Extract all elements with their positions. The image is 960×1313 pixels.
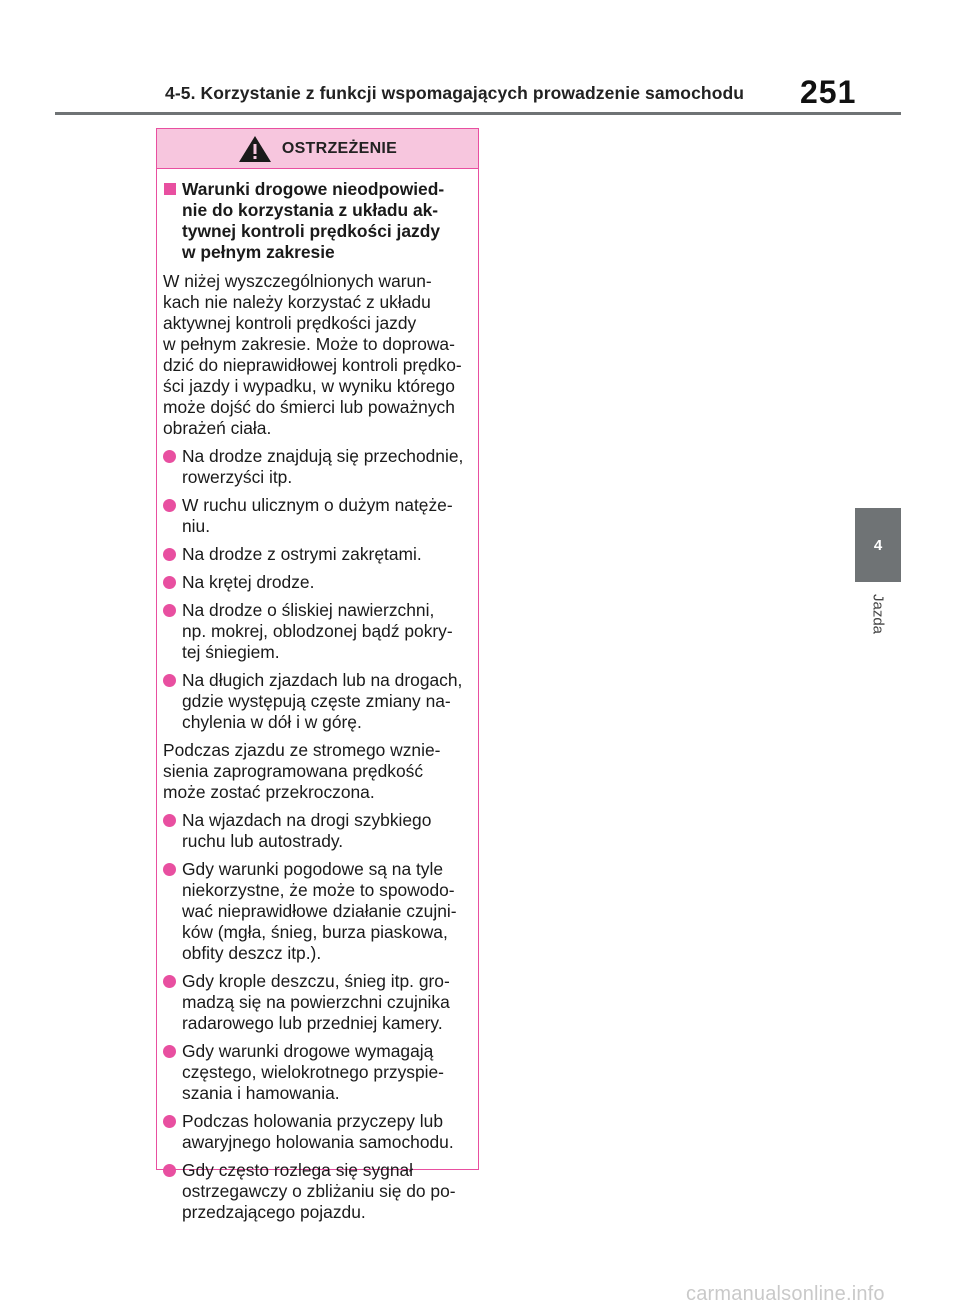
bullet-line: wać nieprawidłowe działanie czujni- <box>182 901 457 921</box>
bullet-item <box>163 572 472 593</box>
paragraph-line: może zostać przekroczona. <box>163 782 375 802</box>
bullet-line: Gdy krople deszczu, śnieg itp. gro- <box>182 971 450 991</box>
bullet-line: Gdy warunki pogodowe są na tyle <box>182 859 444 879</box>
bullet-item <box>163 495 472 537</box>
circle-bullet-icon <box>163 674 176 687</box>
paragraph-line: dzić do nieprawidłowej kontroli prędko- <box>163 355 462 375</box>
bullet-line: obfity deszcz itp.). <box>182 943 322 963</box>
subheading-line: tywnej kontroli prędkości jazdy <box>182 221 441 241</box>
circle-bullet-icon <box>163 863 176 876</box>
warning-body <box>157 169 478 1223</box>
bullet-line: szania i hamowania. <box>182 1083 340 1103</box>
warning-triangle-icon <box>238 135 272 163</box>
paragraph-line: aktywnej kontroli prędkości jazdy <box>163 313 417 333</box>
paragraph-line: Podczas zjazdu ze stromego wznie- <box>163 740 441 760</box>
circle-bullet-icon <box>163 450 176 463</box>
bullet-line: ostrzegawczy o zbliżaniu się do po- <box>182 1181 456 1201</box>
bullet-line: chylenia w dół i w górę. <box>182 712 362 732</box>
bullet-line: madzą się na powierzchni czujnika <box>182 992 450 1012</box>
bullet-item <box>163 1160 472 1223</box>
paragraph-line: może dojść do śmierci lub poważnych <box>163 397 455 417</box>
bullet-item <box>163 446 472 488</box>
paragraph-line: obrażeń ciała. <box>163 418 272 438</box>
circle-bullet-icon <box>163 975 176 988</box>
bullet-line: rowerzyści itp. <box>182 467 293 487</box>
watermark: carmanualsonline.info <box>686 1283 885 1305</box>
bullet-line: Na krętej drodze. <box>182 572 315 592</box>
paragraph-line: ści jazdy i wypadku, w wyniku którego <box>163 376 455 396</box>
circle-bullet-icon <box>163 1045 176 1058</box>
circle-bullet-icon <box>163 1164 176 1177</box>
subheading-line: nie do korzystania z układu ak- <box>182 200 439 220</box>
bullet-line: częstego, wielokrotnego przyspie- <box>182 1062 444 1082</box>
bullet-line: ków (mgła, śnieg, burza piaskowa, <box>182 922 448 942</box>
bullet-line: niu. <box>182 516 211 536</box>
bullet-line: tej śniegiem. <box>182 642 280 662</box>
bullet-line: Gdy często rozlega się sygnał <box>182 1160 414 1180</box>
circle-bullet-icon <box>163 499 176 512</box>
chapter-label: Jazda <box>869 594 887 635</box>
circle-bullet-icon <box>163 548 176 561</box>
warning-box <box>156 128 479 1222</box>
bullet-line: Na drodze znajdują się przechodnie, <box>182 446 464 466</box>
subheading-line: w pełnym zakresie <box>182 242 335 262</box>
warning-subheading <box>163 179 472 263</box>
circle-bullet-icon <box>163 604 176 617</box>
bullet-line: np. mokrej, oblodzonej bądź pokry- <box>182 621 453 641</box>
warning-header <box>157 129 478 169</box>
note-paragraph <box>163 740 472 803</box>
chapter-number: 4 <box>873 536 883 554</box>
bullet-item <box>163 810 472 852</box>
square-bullet-icon <box>164 183 176 195</box>
circle-bullet-icon <box>163 576 176 589</box>
bullet-item <box>163 600 472 663</box>
bullet-line: W ruchu ulicznym o dużym natęże- <box>182 495 453 515</box>
bullet-item <box>163 1111 472 1153</box>
paragraph-line: W niżej wyszczególnionych warun- <box>163 271 432 291</box>
circle-bullet-icon <box>163 814 176 827</box>
chapter-tab <box>855 508 901 582</box>
paragraph-line: kach nie należy korzystać z układu <box>163 292 431 312</box>
bullet-line: Podczas holowania przyczepy lub <box>182 1111 444 1131</box>
bullet-item <box>163 971 472 1034</box>
subheading-line: Warunki drogowe nieodpowied- <box>182 179 445 199</box>
warning-title: OSTRZEŻENIE <box>281 139 398 157</box>
bullet-line: Na drodze z ostrymi zakrętami. <box>182 544 422 564</box>
bullet-line: gdzie występują częste zmiany na- <box>182 691 451 711</box>
bullet-item <box>163 670 472 733</box>
bullet-line: awaryjnego holowania samochodu. <box>182 1132 454 1152</box>
bullet-line: przedzającego pojazdu. <box>182 1202 366 1222</box>
circle-bullet-icon <box>163 1115 176 1128</box>
page-number: 251 <box>800 74 857 110</box>
bullet-line: Na wjazdach na drogi szybkiego <box>182 810 432 830</box>
paragraph-line: w pełnym zakresie. Może to doprowa- <box>163 334 455 354</box>
bullet-line: radarowego lub przedniej kamery. <box>182 1013 443 1033</box>
bullet-line: ruchu lub autostrady. <box>182 831 344 851</box>
section-title: 4-5. Korzystanie z funkcji wspomagających prowadzenie samochodu <box>165 83 745 103</box>
bullet-item <box>163 1041 472 1104</box>
bullet-item <box>163 544 472 565</box>
header-divider <box>55 112 901 115</box>
bullet-line: Gdy warunki drogowe wymagają <box>182 1041 434 1061</box>
bullet-item <box>163 859 472 964</box>
paragraph-line: sienia zaprogramowana prędkość <box>163 761 424 781</box>
bullet-line: Na drodze o śliskiej nawierzchni, <box>182 600 435 620</box>
bullet-line: Na długich zjazdach lub na drogach, <box>182 670 463 690</box>
bullet-line: niekorzystne, że może to spowodo- <box>182 880 455 900</box>
intro-paragraph <box>163 271 472 439</box>
